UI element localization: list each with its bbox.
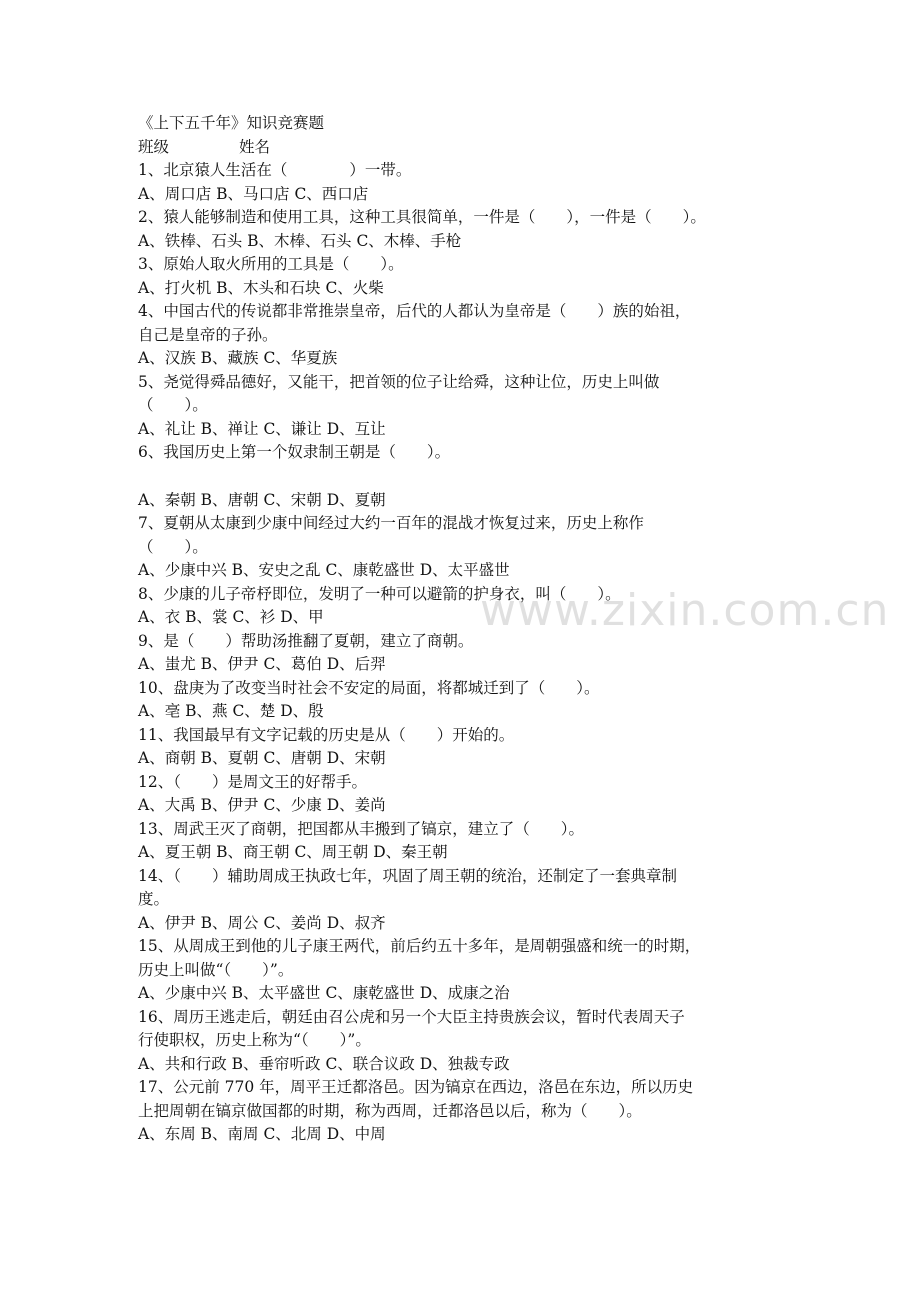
answer-options: A、亳 B、燕 C、楚 D、殷 [138, 702, 324, 720]
question-text: 9、是（ ）帮助汤推翻了夏朝，建立了商朝。 [138, 631, 474, 650]
answer-options: A、周口店 B、马口店 C、西口店 [138, 184, 369, 203]
answer-options: A、少康中兴 B、太平盛世 C、康乾盛世 D、成康之治 [138, 984, 510, 1002]
question-text: 15、从周成王到他的儿子康王两代，前后约五十多年，是周朝强盛和统一的时期， [138, 937, 701, 955]
question-text: 11、我国最早有文字记载的历史是从（ ）开始的。 [138, 725, 515, 744]
answer-options: A、夏王朝 B、商王朝 C、周王朝 D、秦王朝 [138, 843, 448, 861]
question-text: 3、原始人取火所用的工具是（ ）。 [138, 255, 404, 273]
question-text: 行使职权，历史上称为“（ ）”。 [138, 1031, 371, 1049]
question-text: 14、（ ）辅助周成王执政七年，巩固了周王朝的统治，还制定了一套典章制 [138, 866, 677, 885]
question-text: 4、中国古代的传说都非常推崇皇帝，后代的人都认为皇帝是（ ）族的始祖， [138, 302, 691, 320]
question-text: 自己是皇帝的子孙。 [138, 325, 278, 344]
answer-options: A、少康中兴 B、安史之乱 C、康乾盛世 D、太平盛世 [138, 561, 510, 579]
answer-options: A、大禹 B、伊尹 C、少康 D、姜尚 [138, 796, 386, 814]
watermark: www.zixin.com.cn [480, 585, 890, 636]
question-text: （ ）。 [138, 396, 208, 414]
answer-options: A、共和行政 B、垂帘听政 C、联合议政 D、独裁专政 [138, 1054, 510, 1073]
question-text: 10、盘庚为了改变当时社会不安定的局面，将都城迁到了（ ）。 [138, 678, 600, 697]
question-text: 2、猿人能够制造和使用工具，这种工具很简单，一件是（ ），一件是（ ）。 [138, 208, 706, 226]
question-text: 13、周武王灭了商朝，把国都从丰搬到了镐京，建立了（ ）。 [138, 819, 584, 838]
name-label: 姓名 [239, 137, 271, 156]
answer-options: A、铁棒、石头 B、木棒、石头 C、木棒、手枪 [138, 231, 462, 250]
question-text: 7、夏朝从太康到少康中间经过大约一百年的混战才恢复过来，历史上称作 [138, 514, 644, 532]
answer-options: A、衣 B、裳 C、衫 D、甲 [138, 608, 324, 626]
question-text: 8、少康的儿子帝杼即位，发明了一种可以避箭的护身衣，叫（ ）。 [138, 584, 621, 603]
answer-options: A、秦朝 B、唐朝 C、宋朝 D、夏朝 [138, 490, 386, 509]
question-list [138, 159, 798, 1147]
question-text: 1、北京猿人生活在（ ）一带。 [138, 161, 412, 179]
answer-options: A、礼让 B、禅让 C、谦让 D、互让 [138, 419, 386, 438]
answer-options: A、伊尹 B、周公 C、姜尚 D、叔齐 [138, 913, 386, 932]
question-text: 5、尧觉得舜品德好，又能干，把首领的位子让给舜，这种让位，历史上叫做 [138, 372, 660, 391]
answer-options: A、东周 B、南周 C、北周 D、中周 [138, 1125, 386, 1143]
class-label: 班级 [138, 137, 170, 156]
question-text: 6、我国历史上第一个奴隶制王朝是（ ）。 [138, 443, 451, 461]
document-title: 《上下五千年》知识竞赛题 [138, 114, 325, 132]
question-text: 历史上叫做“（ ）”。 [138, 960, 294, 979]
answer-options: A、打火机 B、木头和石块 C、火柴 [138, 278, 384, 297]
answer-options: A、蚩尤 B、伊尹 C、葛伯 D、后羿 [138, 655, 386, 673]
document-page [138, 112, 798, 1147]
question-text: 16、周历王逃走后，朝廷由召公虎和另一个大臣主持贵族会议，暂时代表周天子 [138, 1007, 685, 1026]
question-text: 17、公元前 770 年，周平王迁都洛邑。因为镐京在西边，洛邑在东边，所以历史 [138, 1078, 694, 1096]
answer-options: A、商朝 B、夏朝 C、唐朝 D、宋朝 [138, 749, 386, 767]
answer-options: A、汉族 B、藏族 C、华夏族 [138, 349, 338, 367]
question-text: 度。 [138, 890, 170, 908]
question-text: 上把周朝在镐京做国都的时期，称为西周，迁都洛邑以后，称为（ ）。 [138, 1101, 642, 1120]
question-text: 12、（ ）是周文王的好帮手。 [138, 772, 367, 791]
student-info-header [138, 136, 798, 160]
blank-line [138, 465, 798, 489]
question-text: （ ）。 [138, 537, 208, 556]
